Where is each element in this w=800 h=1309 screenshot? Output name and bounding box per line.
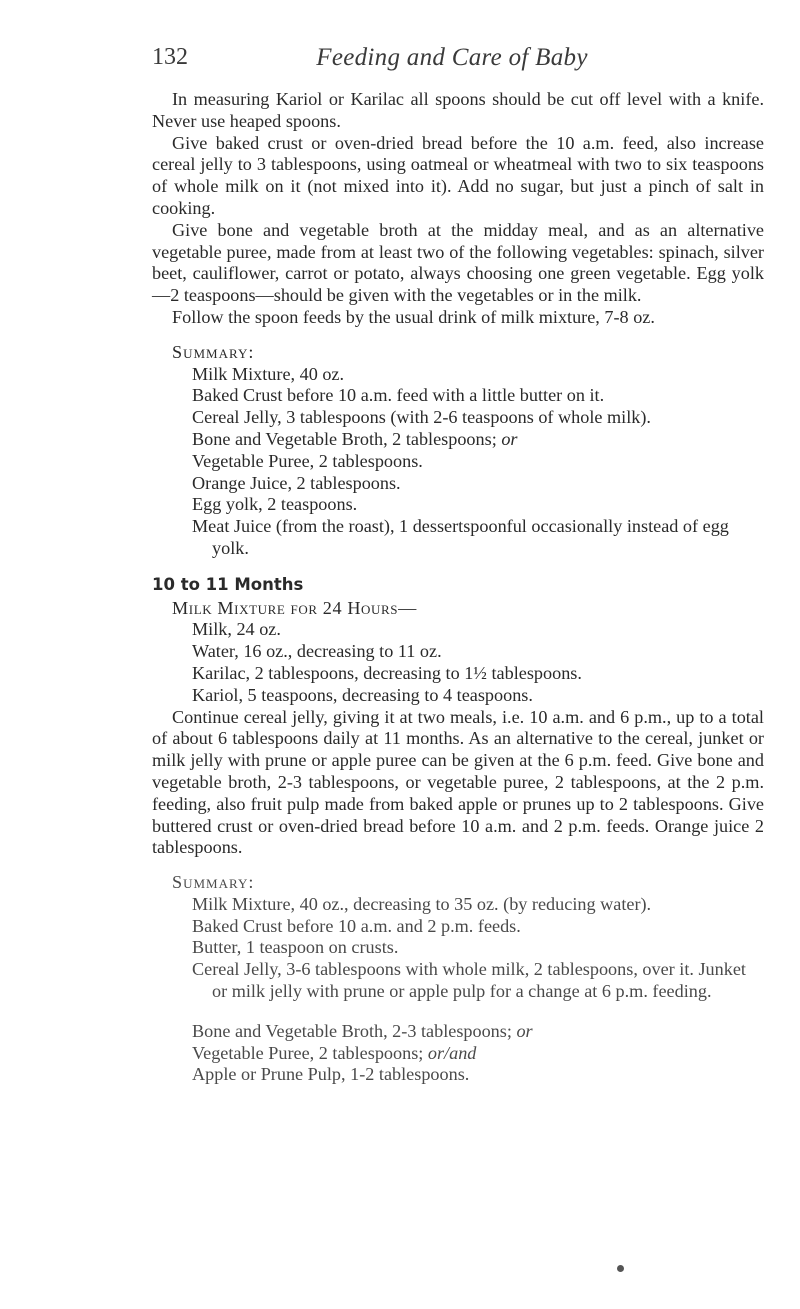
page-number: 132	[152, 44, 188, 70]
summary-heading: Summary:	[172, 341, 255, 362]
summary-list	[152, 894, 764, 1003]
summary-item	[152, 1021, 764, 1043]
summary-item: Milk Mixture, 40 oz.	[192, 363, 345, 384]
summary-item: Butter, 1 teaspoon on crusts.	[192, 937, 399, 958]
summary-item: Apple or Prune Pulp, 1-2 tablespoons.	[192, 1064, 470, 1085]
or-and-word: or/and	[427, 1042, 477, 1063]
mixture-item: Kariol, 5 teaspoons, decreasing to 4 teaspoons.	[192, 684, 533, 705]
or-word: or	[501, 428, 518, 449]
summary-item: Vegetable Puree, 2 tablespoons.	[192, 450, 423, 471]
summary-item	[152, 1043, 764, 1065]
summary-item-text: Bone and Vegetable Broth, 2 tablespoons;	[192, 428, 497, 449]
mixture-list	[152, 619, 764, 706]
summary-item: Milk Mixture, 40 oz., decreasing to 35 oz. (by reducing water).	[192, 893, 652, 914]
summary-list	[152, 364, 764, 560]
summary-item: Orange Juice, 2 tablespoons.	[192, 472, 401, 493]
summary-item: Egg yolk, 2 teaspoons.	[192, 494, 358, 515]
summary-heading: Summary:	[172, 872, 255, 893]
summary-item	[152, 429, 764, 451]
mixture-item: Karilac, 2 tablespoons, decreasing to 1½ tablespoons.	[192, 662, 582, 683]
intro-paragraph: Give baked crust or oven-dried bread before the 10 a.m. feed, also increase cereal jelly to 3 tablespoons, using oatmeal or wheatmeal with two to six teaspoons of whole milk on it (not mixed into it). Add no sugar, but just a pinch of salt in cooking.	[152, 132, 764, 218]
summary-item: Baked Crust before 10 a.m. feed with a little butter on it.	[192, 385, 605, 406]
summary-item: Cereal Jelly, 3 tablespoons (with 2-6 teaspoons of whole milk).	[192, 407, 651, 428]
ink-dot	[617, 1265, 624, 1272]
intro-paragraph: In measuring Kariol or Karilac all spoons should be cut off level with a knife. Never use heaped spoons.	[152, 89, 764, 131]
summary-item: Baked Crust before 10 a.m. and 2 p.m. feeds.	[192, 915, 521, 936]
page-body	[152, 89, 764, 1086]
mixture-heading: Milk Mixture for 24 Hours—	[172, 597, 417, 618]
intro-paragraph: Give bone and vegetable broth at the midday meal, and as an alternative vegetable puree, made from at least two of the following vegetables: spinach, silver beet, cauliflower, carrot or potato, always choosing one green vegetable. Egg yolk—2 teaspoons—should be given with the vegetables or in the milk.	[152, 219, 764, 306]
summary-item: Cereal Jelly, 3-6 tablespoons with whole milk, 2 tablespoons, over it. Junket or milk jelly with prune or apple pulp for a change at 6 p.m. feeding.	[192, 959, 746, 1002]
summary-item-text: Vegetable Puree, 2 tablespoons;	[192, 1042, 424, 1063]
summary-section	[152, 342, 764, 560]
summary-list	[152, 1021, 764, 1086]
summary-section	[152, 872, 764, 1086]
section-paragraph: Continue cereal jelly, giving it at two meals, i.e. 10 a.m. and 6 p.m., up to a total of about 6 tablespoons daily at 11 months. As an alternative to the cereal, junket or milk jelly with prune or apple puree can be given at the 6 p.m. feed. Give bone and vegetable broth, 2-3 tablespoons, or vegetable puree, 2 tablespoons, at the 2 p.m. feeding, also fruit pulp made from baked apple or prunes up to 2 tablespoons. Give buttered crust or oven-dried bread before 10 a.m. and 2 p.m. feeds. Orange juice 2 tablespoons.	[152, 706, 764, 858]
summary-item: Meat Juice (from the roast), 1 dessertspoonful occasionally instead of egg yolk.	[192, 516, 729, 558]
intro-paragraph: Follow the spoon feeds by the usual drink of milk mixture, 7-8 oz.	[172, 306, 655, 327]
section-heading: 10 to 11 Months	[152, 574, 304, 594]
or-word: or	[516, 1020, 533, 1041]
mixture-item: Milk, 24 oz.	[192, 619, 281, 640]
mixture-item: Water, 16 oz., decreasing to 11 oz.	[192, 641, 442, 662]
page-header	[152, 44, 752, 84]
summary-item-text: Bone and Vegetable Broth, 2-3 tablespoons;	[192, 1020, 512, 1041]
running-title: Feeding and Care of Baby	[316, 44, 588, 71]
